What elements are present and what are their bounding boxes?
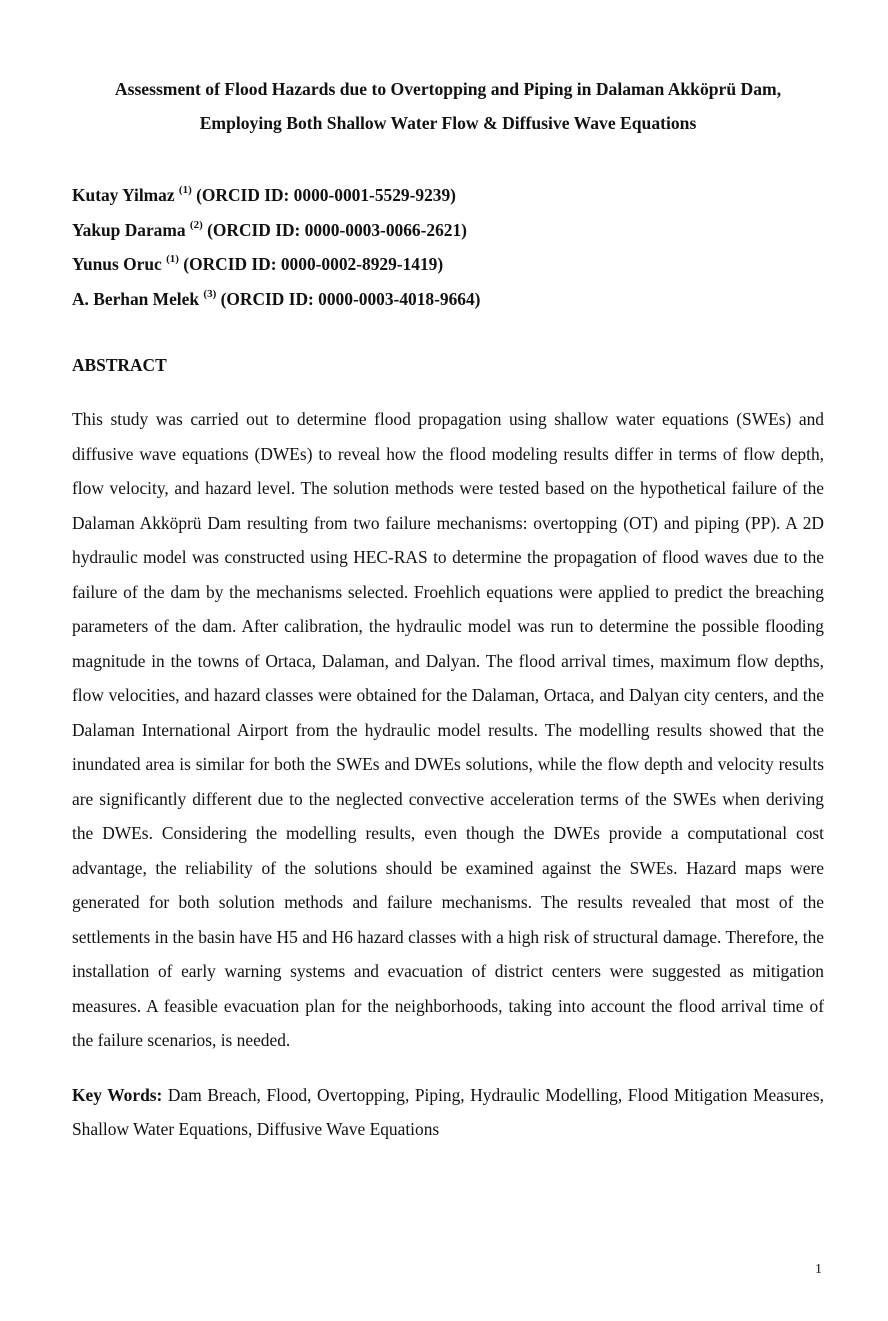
abstract-heading: ABSTRACT <box>72 355 167 375</box>
author-line <box>72 282 824 317</box>
abstract-body: This study was carried out to determine flood propagation using shallow water equations (SWEs) and diffusive wave equations (DWEs) to reveal how the flood modeling results differ in terms of flow depth, flow velocity, and hazard level. The solution methods were tested based on the hypothetical failure of the Dalaman Akköprü Dam resulting from two failure mechanisms: overtopping (OT) and piping (PP). A 2D hydraulic model was constructed using HEC-RAS to determine the propagation of flood waves due to the failure of the dam by the mechanisms selected. Froehlich equations were applied to predict the breaching parameters of the dam. After calibration, the hydraulic model was run to determine the possible flooding magnitude in the towns of Ortaca, Dalaman, and Dalyan. The flood arrival times, maximum flow depths, flow velocities, and hazard classes were obtained for the Dalaman, Ortaca, and Dalyan city centers, and the Dalaman International Airport from the hydraulic model results. The modelling results showed that the inundated area is similar for both the SWEs and DWEs solutions, while the flow depth and velocity results are significantly different due to the neglected convective acceleration terms of the SWEs when deriving the DWEs. Considering the modelling results, even though the DWEs provide a computational cost advantage, the reliability of the solutions should be examined against the SWEs. Hazard maps were generated for both solution methods and failure mechanisms. The results revealed that most of the settlements in the basin have H5 and H6 hazard classes with a high risk of structural damage. Therefore, the installation of early warning systems and evacuation of district centers were suggested as mitigation measures. A feasible evacuation plan for the neighborhoods, taking into account the flood arrival time of the failure scenarios, is needed. <box>72 409 824 1050</box>
author-list <box>72 178 824 316</box>
paper-title: Assessment of Flood Hazards due to Overtopping and Piping in Dalaman Akköprü Dam, Employing Both Shallow Water Flow & Diffusive Wave Equations <box>114 79 782 133</box>
author-orcid: (ORCID ID: 0000-0002-8929-1419) <box>183 254 444 274</box>
author-name: A. Berhan Melek <box>72 288 200 309</box>
author-line <box>72 213 824 248</box>
author-affiliation: (3) <box>203 287 217 300</box>
keywords-text: Dam Breach, Flood, Overtopping, Piping, Hydraulic Modelling, Flood Mitigation Measures, Shallow Water Equations, Diffusive Wave Equations <box>72 1084 824 1139</box>
author-orcid: (ORCID ID: 0000-0003-4018-9664) <box>220 288 481 309</box>
author-line <box>72 178 824 213</box>
keywords <box>72 1078 824 1147</box>
author-name: Yunus Oruc <box>72 254 162 274</box>
keywords-label: Key Words: <box>72 1084 163 1105</box>
author-affiliation: (1) <box>166 253 179 266</box>
author-orcid: (ORCID ID: 0000-0001-5529-9239) <box>196 185 456 205</box>
author-name: Kutay Yilmaz <box>72 185 175 205</box>
author-affiliation: (2) <box>189 218 203 231</box>
author-affiliation: (1) <box>178 184 192 197</box>
author-orcid: (ORCID ID: 0000-0003-0066-2621) <box>207 219 467 240</box>
page-number: 1 <box>815 1262 822 1277</box>
author-name: Yakup Darama <box>72 219 186 240</box>
paper-page <box>72 72 824 1164</box>
author-line <box>72 247 824 282</box>
